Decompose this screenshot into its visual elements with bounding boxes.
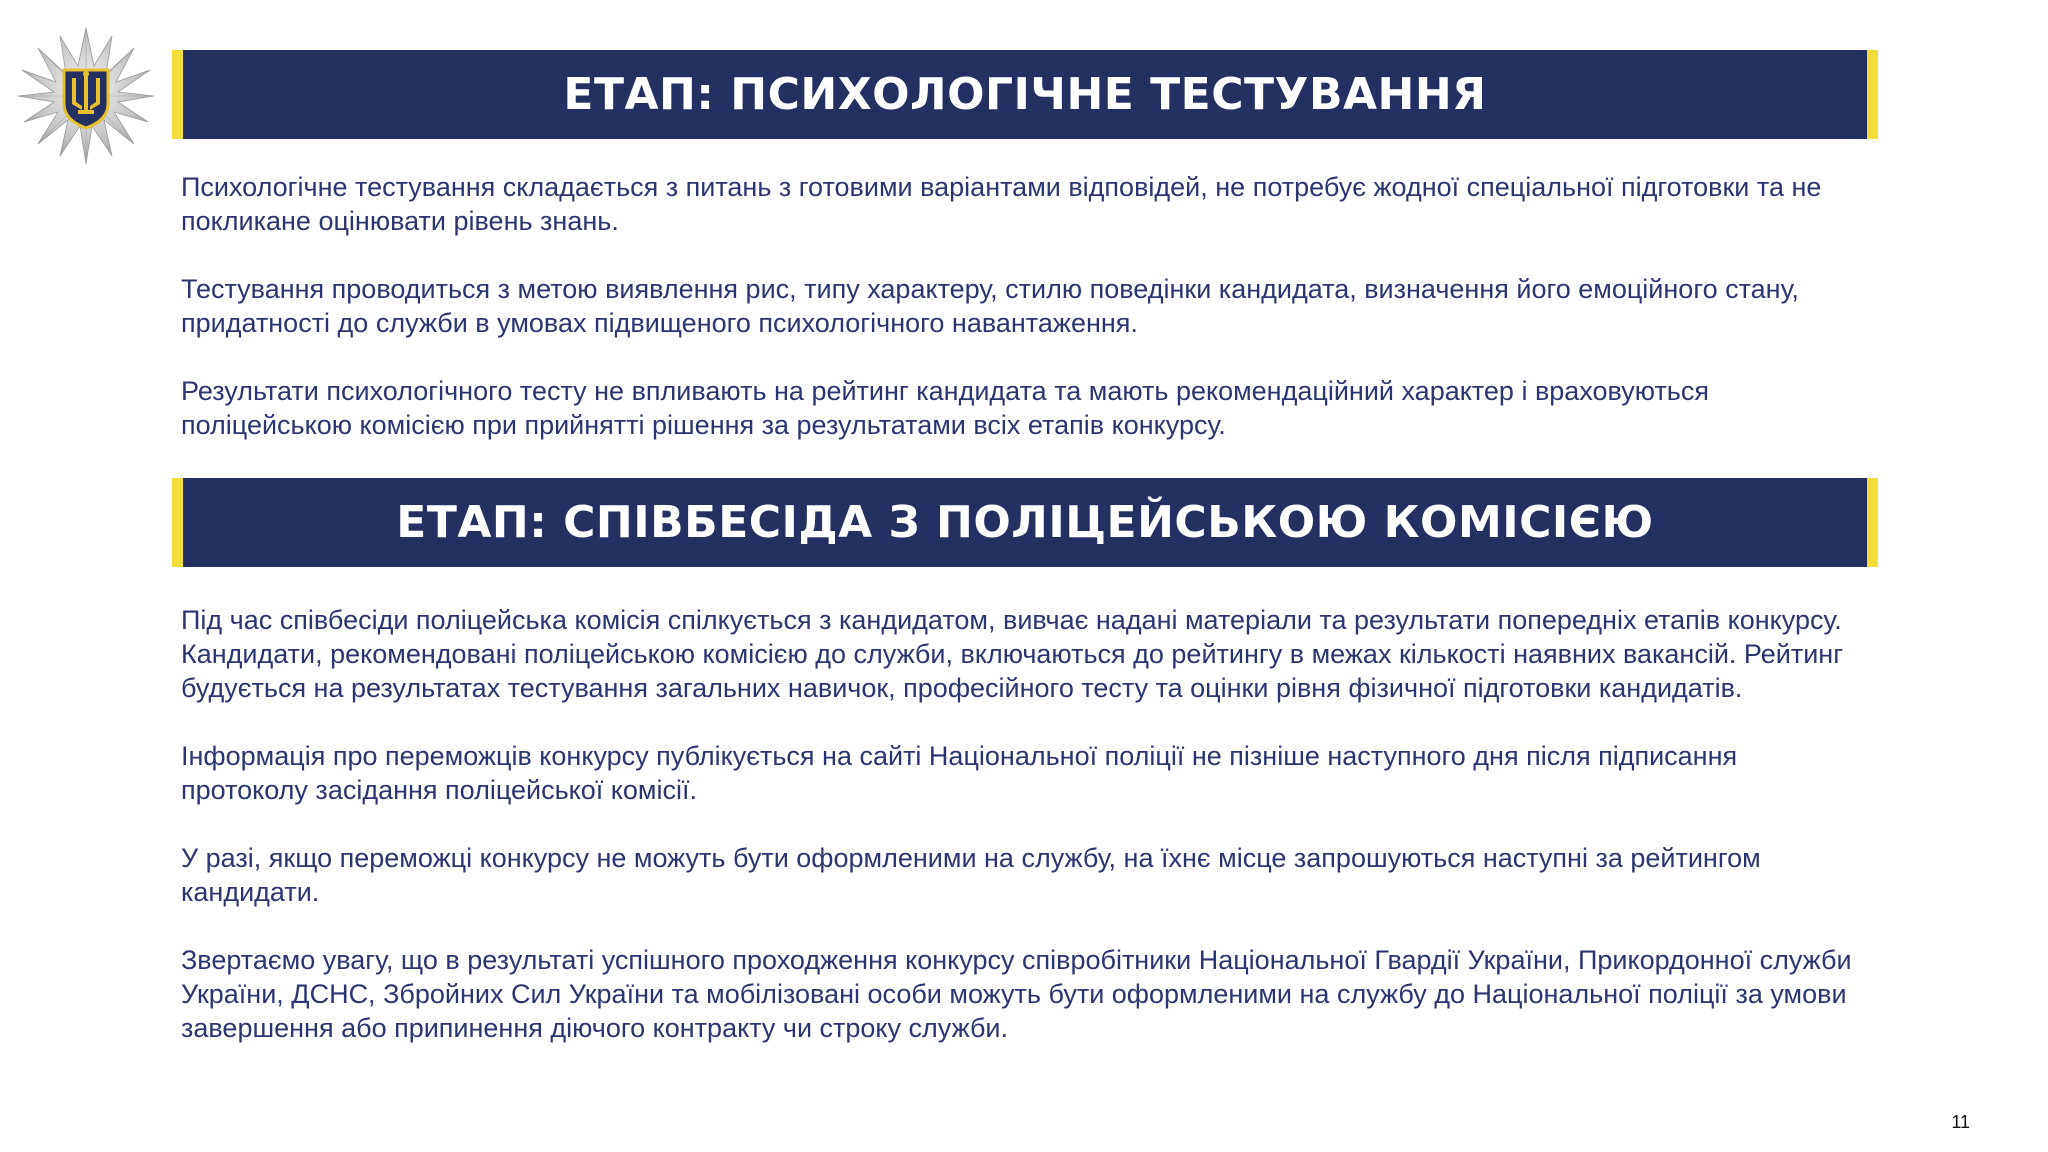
stage1-title: ЕТАП: ПСИХОЛОГІЧНЕ ТЕСТУВАННЯ xyxy=(563,69,1487,120)
stage2-paragraph-4: У разі, якщо переможці конкурсу не можуть бути оформленими на службу, на їхнє місце запрошуються наступні за рейтингом кандидати. xyxy=(181,843,1761,907)
stage2-paragraph-3: Інформація про переможців конкурсу публікується на сайті Національної поліції не пізніше наступного дня після підписання протоколу засідання поліцейської комісії. xyxy=(181,741,1738,805)
stage1-banner xyxy=(172,50,1878,139)
stage2-paragraph-5: Звертаємо увагу, що в результаті успішного проходження конкурсу співробітники Національної Гвардії України, Прикордонної служби України, ДСНС, Збройних Сил України та мобілізовані особи можуть бути оформленими на службу до Національної поліції за умови завершення або припинення діючого контракту чи строку служби. xyxy=(181,945,1852,1043)
police-star-emblem-icon xyxy=(16,26,156,166)
stage2-content xyxy=(181,603,1871,1045)
stage1-paragraph-1: Психологічне тестування складається з питань з готовими варіантами відповідей, не потребує жодної спеціальної підготовки та не покликане оцінювати рівень знань. xyxy=(181,172,1822,236)
stage2-paragraph-1: Під час співбесіди поліцейська комісія спілкується з кандидатом, вивчає надані матеріали та результати попередніх етапів конкурсу. xyxy=(181,605,1842,635)
stage1-content xyxy=(181,170,1871,442)
page-number: 11 xyxy=(1951,1112,1970,1132)
stage2-paragraph-2: Кандидати, рекомендовані поліцейською комісією до служби, включаються до рейтингу в межах кількості наявних вакансій. Рейтинг будується на результатах тестування загальних навичок, професійного тесту та оцінки рівня фізичної підготовки кандидатів. xyxy=(181,639,1844,703)
stage1-paragraph-3: Результати психологічного тесту не впливають на рейтинг кандидата та мають рекомендаційний характер і враховуються поліцейською комісією при прийнятті рішення за результатами всіх етапів конкурсу. xyxy=(181,376,1709,440)
stage2-title: ЕТАП: СПІВБЕСІДА З ПОЛІЦЕЙСЬКОЮ КОМІСІЄЮ xyxy=(396,497,1654,548)
stage2-banner xyxy=(172,478,1878,567)
stage1-paragraph-2: Тестування проводиться з метою виявлення рис, типу характеру, стилю поведінки кандидата, визначення його емоційного стану, придатності до служби в умовах підвищеного психологічного навантаження. xyxy=(181,274,1799,338)
